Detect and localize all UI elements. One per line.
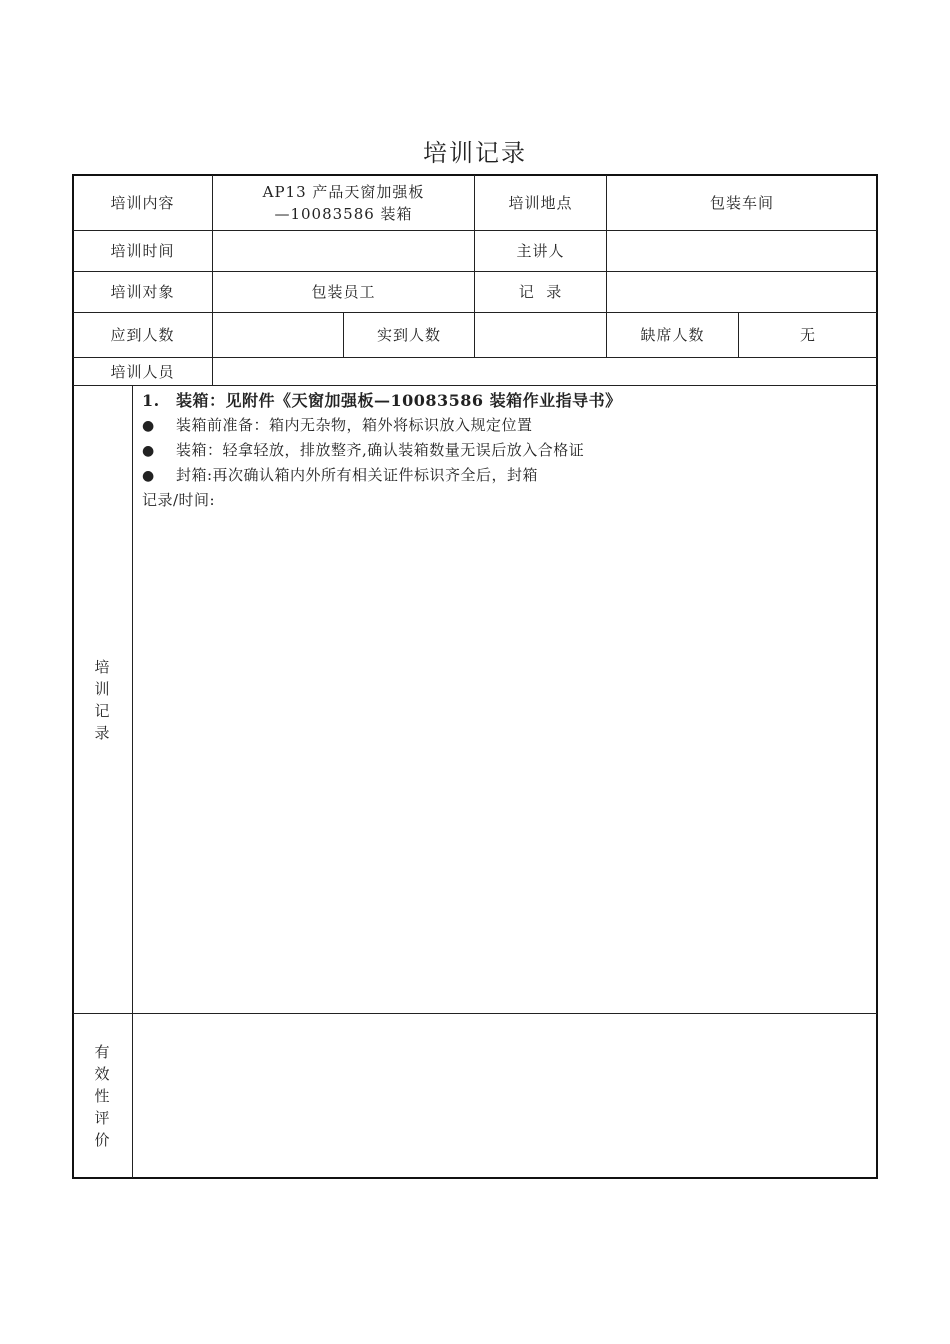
target-label: 培训对象 xyxy=(110,283,175,301)
speaker-label: 主讲人 xyxy=(516,242,565,260)
recorder-value[interactable] xyxy=(607,272,877,312)
record-heading xyxy=(142,388,862,413)
time-label: 培训时间 xyxy=(110,242,175,260)
content-label: 培训内容 xyxy=(110,193,175,212)
record-side-char: 训 xyxy=(94,679,111,698)
personnel-value[interactable] xyxy=(213,358,877,385)
evaluation-value[interactable] xyxy=(133,1014,877,1178)
actual-label: 实到人数 xyxy=(376,326,441,344)
content-value xyxy=(213,175,474,230)
bullet-icon: ● xyxy=(142,443,155,459)
record-side-label xyxy=(73,386,132,1013)
evaluation-side-char: 价 xyxy=(94,1131,111,1149)
expected-value[interactable] xyxy=(213,313,343,357)
record-footer: 记录/时间: xyxy=(142,491,216,509)
heading-text: 装箱：见附件《天窗加强板—10083586 装箱作业指导书》 xyxy=(176,391,622,410)
speaker-value[interactable] xyxy=(607,231,877,271)
content-value-line1: AP13 产品天窗加强板 xyxy=(262,182,425,201)
content-value-line2: —10083586 装箱 xyxy=(274,204,413,223)
page-title: 培训记录 xyxy=(423,139,527,167)
evaluation-side-char: 性 xyxy=(94,1087,111,1105)
record-side-char: 记 xyxy=(94,701,111,720)
heading-number: 1. xyxy=(142,391,160,410)
absent-label: 缺席人数 xyxy=(640,326,705,344)
bullet-icon: ● xyxy=(142,468,155,484)
row-divider xyxy=(73,385,877,386)
evaluation-side-label xyxy=(73,1014,132,1178)
bullet-text: 装箱：轻拿轻放，排放整齐,确认装箱数量无误后放入合格证 xyxy=(176,441,585,459)
record-side-char: 录 xyxy=(94,723,111,742)
bullet-item xyxy=(142,463,862,488)
bullet-item xyxy=(142,438,862,463)
bullet-icon: ● xyxy=(142,418,155,434)
record-content xyxy=(142,388,862,513)
bullet-text: 装箱前准备：箱内无杂物，箱外将标识放入规定位置 xyxy=(176,416,533,434)
recorder-label: 记 录 xyxy=(518,283,563,301)
evaluation-side-char: 效 xyxy=(94,1065,111,1083)
location-value: 包装车间 xyxy=(709,193,774,212)
bullet-text: 封箱:再次确认箱内外所有相关证件标识齐全后，封箱 xyxy=(176,466,539,484)
actual-value[interactable] xyxy=(475,313,606,357)
time-value[interactable] xyxy=(213,231,474,271)
location-label: 培训地点 xyxy=(508,193,573,212)
absent-value: 无 xyxy=(799,326,816,344)
record-side-char: 培 xyxy=(94,657,111,676)
expected-label: 应到人数 xyxy=(110,326,175,344)
evaluation-side-char: 有 xyxy=(94,1043,111,1061)
target-value: 包装员工 xyxy=(311,283,376,301)
evaluation-side-char: 评 xyxy=(94,1109,111,1127)
personnel-label: 培训人员 xyxy=(110,362,175,381)
bullet-item xyxy=(142,413,862,438)
